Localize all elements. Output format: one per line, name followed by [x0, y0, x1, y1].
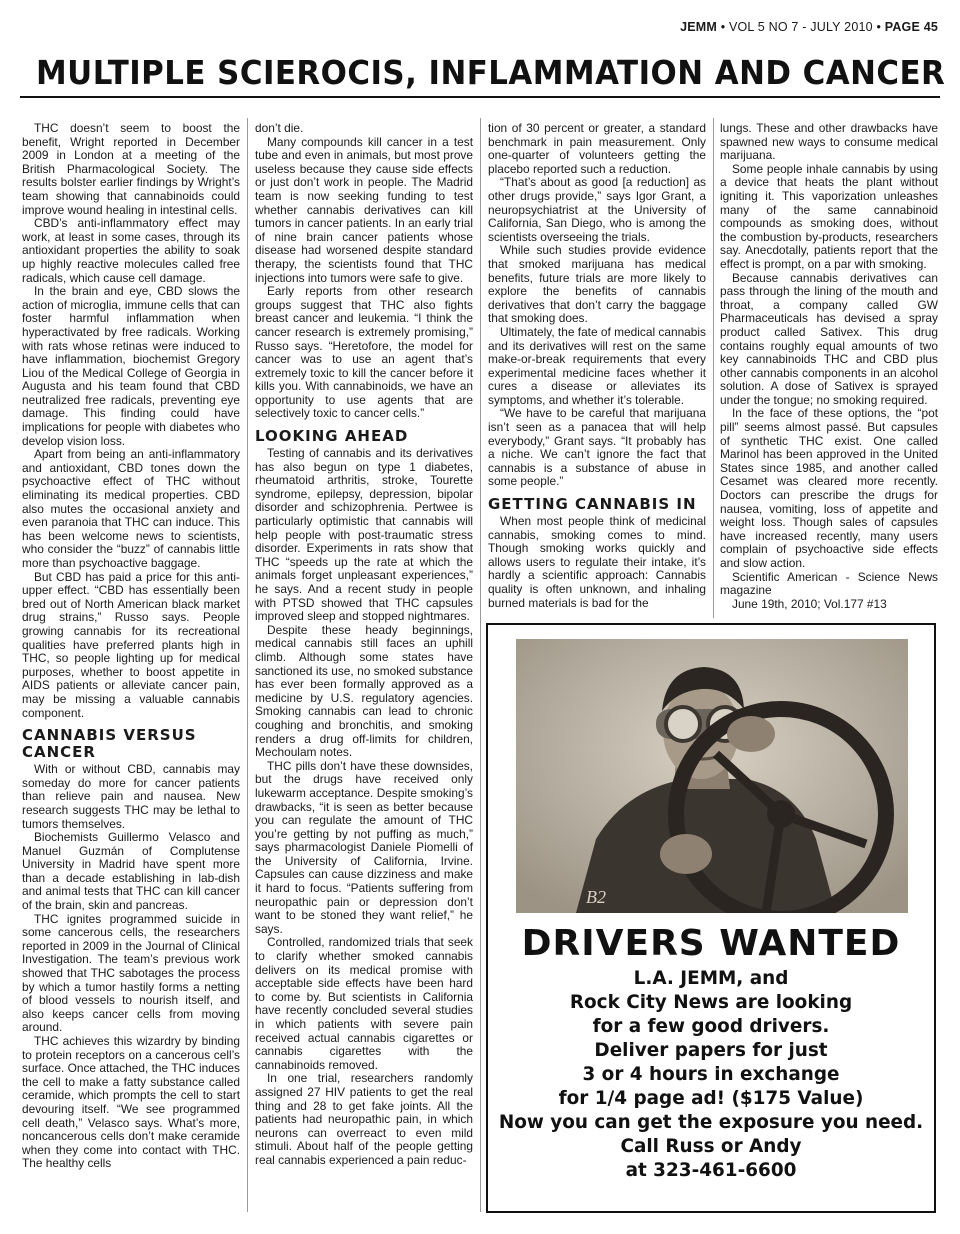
paragraph: Ultimately, the fate of medical cannabis and its derivatives will rest on the same make-or-break requirements that every experimental medicine faces whether it cures a disease or alleviates its symptoms, and whether it’s tolerable.	[488, 324, 706, 407]
paragraph: With or without CBD, cannabis may someday do more for cancer patients than relieve pain and nausea. New research suggests THC may be lethal to tumors themselves.	[22, 762, 240, 831]
ad-line: Rock City News are looking	[569, 992, 853, 1013]
ad-line: L.A. JEMM, and	[633, 968, 789, 989]
paragraph: In the face of these options, the “pot pill” seems almost passé. But capsules of synthetic THC exist. One called Marinol has been approved in the United States since 1985, and another called Cesamet was cleared more recently. Doctors can prescribe the drugs for nausea, vomiting, loss of appetite and weight loss. Though sales of capsules have increased recently, many users complain of psychoactive side effects and slow action.	[720, 406, 938, 570]
drivers-wanted-ad	[486, 623, 936, 1213]
ad-body	[488, 967, 934, 1183]
folio-issue: VOL 5 NO 7 - JULY 2010	[728, 20, 873, 34]
paragraph: Testing of cannabis and its derivatives has also begun on type 1 diabetes, rheumatoid arthritis, stroke, Tourette syndrome, epilepsy, depression, bipolar disorder and schizophrenia. Pertwee is particularly optimistic that cannabis will help people with post-traumatic stress disorder. Experiments in rats show that THC “speeds up the rate at which the animals forget unpleasant experiences,” he says. And a recent study in people with PTSD showed that THC capsules improved sleep and stopped nightmares.	[255, 446, 473, 624]
ad-line: Call Russ or Andy	[620, 1136, 802, 1157]
paragraph: While such studies provide evidence that smoked marijuana has medical benefits, future trials are more likely to explore the benefits of cannabis derivatives that don’t carry the baggage that smoking does.	[488, 243, 706, 326]
ad-line: Deliver papers for just	[594, 1040, 828, 1061]
paragraph: When most people think of medicinal cannabis, smoking comes to mind. Though smoking works quickly and allows users to regulate their intake, it’s hardly a scientific approach: Cannabis quality is often unknown, and inhaling burned materials is bad for the	[488, 514, 706, 610]
paragraph: In one trial, researchers randomly assigned 27 HIV patients to get the real thing and 28 to get fake joints. All the patients had neuropathic pain, in which neurons can overreact to even mild stimuli. About half of the people getting real cannabis experienced a pain reduc-	[255, 1071, 473, 1167]
article-column-3	[488, 122, 706, 610]
paragraph: But CBD has paid a price for this anti-upper effect. “CBD has essentially been bred out of North American black market drug strains,” Russo says. People growing cannabis for its recreational qualities have preferred plants high in THC, so people lighting up for medical purposes, whether to boost appetite in AIDS patients or alleviate cancer pain, may be missing a valuable cannabis component.	[22, 569, 240, 720]
column-divider	[480, 118, 481, 1212]
section-heading: LOOKING AHEAD	[255, 427, 409, 446]
section-heading: CANNABIS VERSUS CANCER	[22, 726, 197, 762]
headline-rule	[20, 96, 940, 98]
paragraph: Because cannabis derivatives can pass through the lining of the mouth and throat, a company called GW Pharmaceuticals has devised a spray product called Sativex. This drug contains roughly equal amounts of two key cannabinoids THC and CBD plus other cannabis components in an alcohol solution. A dose of Sativex is sprayed under the tongue; no smoking required.	[720, 270, 938, 407]
paragraph: CBD’s anti-inflammatory effect may work, at least in some cases, through its antioxidant properties the ability to soak up highly reactive molecules called free radicals, which cause cell damage.	[22, 216, 240, 285]
page-folio: JEMM • VOL 5 NO 7 - JULY 2010 • PAGE 45	[680, 20, 938, 34]
paragraph: THC pills don’t have these downsides, but the drugs have received only lukewarm acceptance. Despite smoking’s drawbacks, “it is seen as better because you can regulate the amount of THC you’re getting by not puffing as much,” says pharmacologist Daniele Piomelli of the University of California, Irvine. Capsules can cause dizziness and make it hard to focus. “Patients suffering from neuropathic pain or depression don’t want to be stoned they want relief,” he says.	[255, 758, 473, 936]
paragraph: Early reports from other research groups suggest that THC also fights breast cancer and leukemia. “I think the cancer research is extremely promising,” Russo says. “Heretofore, the model for cancer was to use an agent that’s extremely toxic to kill the cancer before it kills you. With cannabinoids, we have an opportunity to use agents that are selectively toxic to cancer cells.”	[255, 284, 473, 421]
article-headline: MULTIPLE SCIEROCIS, INFLAMMATION AND CANCER	[36, 53, 946, 92]
column-divider	[247, 118, 248, 1212]
source-credit: Scientific American - Science News magazine	[720, 569, 938, 598]
paragraph: Despite these heady beginnings, medical cannabis still faces an uphill climb. Although some states have sanctioned its use, no smoked substance has ever been formally approved as a medicine by U.S. regulatory agencies. Smoking cannabis can lead to chronic coughing and bronchitis, and smoking renders a drug off-limits for children, Mechoulam notes.	[255, 622, 473, 760]
paragraph: lungs. These and other drawbacks have spawned new ways to consume medical marijuana.	[720, 121, 938, 163]
wheel-hub	[767, 800, 795, 828]
driver-hand-left	[727, 716, 775, 752]
paragraph: Apart from being an anti-inflammatory and antioxidant, CBD tones down the psychoactive effect of THC without eliminating its medical properties. CBD also mutes the occasional anxiety and even paranoia that THC can induce. This has been welcome news to scientists, who consider the “buzz” of cannabis little more than psychoactive baggage.	[22, 447, 240, 570]
section-heading: GETTING CANNABIS IN	[488, 495, 697, 514]
paragraph: Controlled, randomized trials that seek to clarify whether smoked cannabis delivers on its medical promise with acceptable side effects have been hard to come by. But scientists in California have recently concluded several studies in which patients with severe pain received actual cannabis cigarettes or cannabis cigarettes with the cannabinoids removed.	[255, 935, 473, 1072]
article-column-4	[720, 122, 938, 611]
paragraph: In the brain and eye, CBD slows the action of microglia, immune cells that can foster harmful inflammation when hyperactivated by free radicals. Working with rats whose retinas were induced to have inflammation, biochemist Gregory Liou of the Medical College of Georgia in Augusta and his team found that CBD neutralized free radicals, preventing eye damage. This finding could have implications for people with diabetes who develop vision loss.	[22, 284, 240, 448]
ad-phone: at 323-461-6600	[625, 1160, 797, 1181]
goggle-lens-left	[666, 707, 700, 741]
paragraph: Many compounds kill cancer in a test tube and even in animals, but most prove useless because they cause side effects or just don’t work in people. The Madrid team is now seeking funding to test whether cannabis derivatives can kill tumors in cancer patients. In an early trial of nine brain cancer patients whose disease had worsened despite standard therapy, the scientists found that THC injections into tumors were safe to give.	[255, 134, 473, 285]
article-column-1	[22, 122, 240, 1171]
driver-hand-right	[660, 834, 712, 874]
driver-photo	[516, 639, 908, 913]
paragraph: “We have to be careful that marijuana isn’t seen as a panacea that will help everybody,” Grant says. “It probably has a niche. We can’t ignore the fact that cannabis is a substance of abuse in some people.”	[488, 406, 706, 489]
paragraph: THC ignites programmed suicide in some cancerous cells, the researchers reported in 2009 in the Journal of Clinical Investigation. The team’s previous work showed that THC sabotages the process by which a tumor hastily forms a netting of blood vessels to nourish itself, and also keeps cancer cells from moving around.	[22, 911, 240, 1035]
paragraph: THC doesn’t seem to boost the benefit, Wright reported in December 2009 in London at a meeting of the British Pharmacological Society. The results bolster earlier findings by Wright’s team showing that cannabinoids could improve wound healing in intestinal cells.	[22, 121, 240, 217]
paragraph: “That’s about as good [a reduction] as other drugs provide,” says Igor Grant, a neuropsychiatrist at the University of California, San Diego, who is among the scientists overseeing the trials.	[488, 175, 706, 244]
photo-caption: B2	[586, 887, 606, 907]
paragraph: don’t die.	[255, 121, 304, 135]
source-date: June 19th, 2010; Vol.177 #13	[732, 596, 887, 611]
paragraph: Some people inhale cannabis by using a device that heats the plant without igniting it. This vaporization unleashes many of the same cannabinoid compounds as smoking does, without the combustion by-products, researchers say. Anecdotally, patients report that the effect is prompt, on a par with smoking.	[720, 161, 938, 271]
column-divider	[713, 118, 714, 618]
paragraph: tion of 30 percent or greater, a standard benchmark in pain measurement. Only one-quarter of volunteers getting the placebo reported such a reduction.	[488, 121, 706, 176]
folio-page: PAGE 45	[884, 20, 938, 34]
paragraph: THC achieves this wizardry by binding to protein receptors on a cancerous cell’s surface. Once attached, the THC induces the cell to make a fatty substance called ceramide, which prompts the cell to start devouring itself. “We see programmed cell death,” Velasco says. What’s more, noncancerous cells don’t make ceramide when they come into contact with THC. The healthy cells	[22, 1034, 240, 1171]
ad-headline: DRIVERS WANTED	[521, 923, 901, 964]
ad-line: 3 or 4 hours in exchange	[582, 1064, 840, 1085]
ad-line: for 1/4 page ad! ($175 Value)	[558, 1088, 864, 1109]
paragraph: Biochemists Guillermo Velasco and Manuel Guzmán of Complutense University in Madrid have spent more than a decade establishing in lab-dish and animal tests that THC can kill cancer of the brain, skin and pancreas.	[22, 830, 240, 913]
folio-brand: JEMM	[680, 20, 718, 34]
article-column-2	[255, 122, 473, 1168]
ad-line: Now you can get the exposure you need.	[498, 1112, 924, 1133]
ad-line: for a few good drivers.	[592, 1016, 830, 1037]
